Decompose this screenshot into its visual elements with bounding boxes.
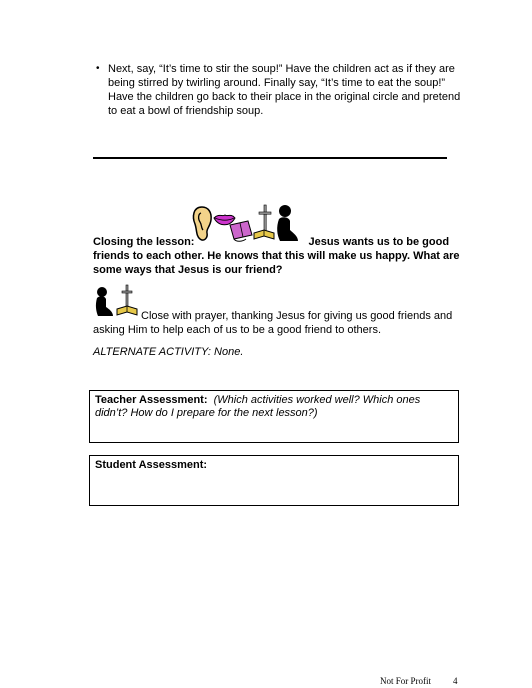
page-footer: [380, 676, 458, 686]
closing-text: Jesus wants us to be good friends to each other. He knows that this will make us happy. What are some ways that Jesus is our friend?: [93, 236, 460, 276]
bullet-text: Next, say, “It’s time to stir the soup!” Have the children act as if they are being stirred by twirling around. Finally say, “It’s time to eat the soup!” Have the children go back to their place in the original circle and pretend to eat a bowl of friendship soup.: [108, 63, 461, 117]
bullet-marker: •: [96, 63, 100, 74]
closing-label: Closing the lesson:: [93, 236, 195, 248]
bible-cross-icon: [254, 205, 274, 239]
footer-text: Not For Profit: [380, 676, 432, 686]
student-assessment-box: [89, 455, 459, 506]
page-number: 4: [453, 676, 458, 686]
bullet-item: [96, 62, 468, 118]
alternate-activity: ALTERNATE ACTIVITY: None.: [93, 346, 244, 358]
lips-icon: [214, 215, 235, 225]
horizontal-divider: [93, 157, 447, 159]
teacher-assessment-box: [89, 390, 459, 443]
student-assessment-title: Student Assessment:: [95, 459, 208, 471]
teacher-assessment-question: (Which activities worked well? Which ones didn’t? How do I prepare for the next lesson?): [95, 394, 421, 419]
closing-paragraph: [93, 235, 473, 277]
prayer-paragraph: [93, 309, 473, 337]
teacher-assessment-title: Teacher Assessment:: [95, 394, 208, 406]
prayer-text: Close with prayer, thanking Jesus for giving us good friends and asking Him to help each of us to be a good friend to others.: [93, 310, 453, 336]
